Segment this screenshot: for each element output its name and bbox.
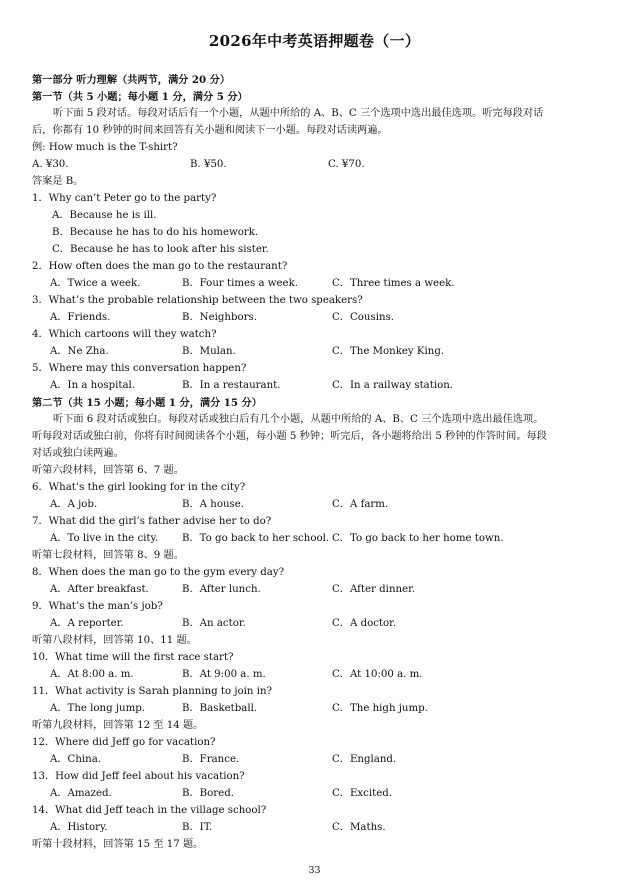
question-2: 2．How often does the man go to the restaurant? xyxy=(32,261,288,272)
q4-options xyxy=(32,344,602,360)
q11-option-a: A．The long jump. xyxy=(50,703,146,714)
q9-option-c: C．A doctor. xyxy=(332,618,397,629)
question-9: 9．What’s the man’s job? xyxy=(32,601,163,612)
question-5: 5．Where may this conversation happen? xyxy=(32,363,247,374)
material-6-note: 听第六段材料，回答第 6、7 题。 xyxy=(32,465,184,476)
q2-option-a: A．Twice a week. xyxy=(50,278,141,289)
q5-option-c: C．In a railway station. xyxy=(332,380,454,391)
q6-options xyxy=(32,497,602,513)
page-number: 33 xyxy=(308,865,321,876)
q3-option-c: C．Cousins. xyxy=(332,312,394,323)
q14-option-a: A．History. xyxy=(50,822,108,833)
q4-option-a: A．Ne Zha. xyxy=(50,346,109,357)
q7-option-a: A．To live in the city. xyxy=(50,533,159,544)
q12-option-c: C．England. xyxy=(332,754,397,765)
material-7-note: 听第七段材料，回答第 8、9 题。 xyxy=(32,550,184,561)
question-7: 7．What did the girl’s father advise her to do? xyxy=(32,516,272,527)
q13-option-b: B．Bored. xyxy=(182,788,234,799)
q14-options xyxy=(32,820,602,836)
q8-options xyxy=(32,582,602,598)
q12-option-b: B．France. xyxy=(182,754,240,765)
exam-title: 2026年中考英语押题卷（一） xyxy=(208,32,421,50)
question-6: 6．What’s the girl looking for in the city? xyxy=(32,482,246,493)
q3-options xyxy=(32,310,602,326)
q9-option-b: B．An actor. xyxy=(182,618,246,629)
q7-options xyxy=(32,531,602,547)
q1-option-a: A．Because he is ill. xyxy=(52,210,157,221)
q3-option-b: B．Neighbors. xyxy=(182,312,257,323)
q8-option-a: A．After breakfast. xyxy=(50,584,149,595)
q9-options xyxy=(32,616,602,632)
q2-option-b: B．Four times a week. xyxy=(182,278,298,289)
section2-instruction-line-1: 听下面 6 段对话或独白。每段对话或独白后有几个小题，从题中所给的 A、B、C 三个选项中选出最佳选项。 xyxy=(53,414,544,425)
section1-instruction-line-1: 听下面 5 段对话。每段对话后有一个小题，从题中所给的 A、B、C 三个选项中选出最佳选项。听完每段对话 xyxy=(53,108,544,119)
material-8-note: 听第八段材料，回答第 10、11 题。 xyxy=(32,635,197,646)
section1-heading: 第一节（共 5 小题；每小题 1 分，满分 5 分） xyxy=(32,91,248,103)
question-8: 8．When does the man go to the gym every day? xyxy=(32,567,285,578)
q7-option-c: C．To go back to her home town. xyxy=(332,533,504,544)
question-13: 13．How did Jeff feel about his vacation? xyxy=(32,771,245,782)
part1-heading: 第一部分 听力理解（共两节，满分 20 分） xyxy=(32,74,231,86)
q8-option-b: B．After lunch. xyxy=(182,584,261,595)
question-1: 1．Why can’t Peter go to the party? xyxy=(32,193,217,204)
q11-options xyxy=(32,701,602,717)
q7-option-b: B．To go back to her school. xyxy=(182,533,330,544)
question-14: 14．What did Jeff teach in the village school? xyxy=(32,805,267,816)
material-10-note: 听第十段材料，回答第 15 至 17 题。 xyxy=(32,839,204,850)
q8-option-c: C．After dinner. xyxy=(332,584,416,595)
example-question: 例: How much is the T-shirt? xyxy=(32,142,178,153)
q10-option-a: A．At 8:00 a. m. xyxy=(50,669,134,680)
q6-option-a: A．A job. xyxy=(50,499,98,510)
material-9-note: 听第九段材料，回答第 12 至 14 题。 xyxy=(32,720,204,731)
q6-option-b: B．A house. xyxy=(182,499,245,510)
example-answer: 答案是 B。 xyxy=(32,176,84,187)
q13-option-a: A．Amazed. xyxy=(50,788,112,799)
example-option-b: B. ¥50. xyxy=(190,159,227,170)
q12-option-a: A．China. xyxy=(50,754,102,765)
q5-option-b: B．In a restaurant. xyxy=(182,380,281,391)
question-4: 4．Which cartoons will they watch? xyxy=(32,329,217,340)
q10-options xyxy=(32,667,602,683)
section1-instruction-line-2: 后，你都有 10 秒钟的时间来回答有关小题和阅读下一小题。每段对话读两遍。 xyxy=(32,125,388,136)
q13-option-c: C．Excited. xyxy=(332,788,393,799)
section2-heading: 第二节（共 15 小题；每小题 1 分，满分 15 分） xyxy=(32,397,262,409)
q4-option-c: C．The Monkey King. xyxy=(332,346,445,357)
q10-option-b: B．At 9:00 a. m. xyxy=(182,669,266,680)
q2-options xyxy=(32,276,602,292)
q10-option-c: C．At 10:00 a. m. xyxy=(332,669,423,680)
q14-option-c: C．Maths. xyxy=(332,822,386,833)
section2-instruction-line-2: 听每段对话或独白前，你将有时间阅读各个小题，每小题 5 秒钟；听完后，各小题将给出 5 秒钟的作答时间。每段 xyxy=(32,431,547,442)
q11-option-b: B．Basketball. xyxy=(182,703,258,714)
q12-options xyxy=(32,752,602,768)
question-3: 3．What’s the probable relationship between the two speakers? xyxy=(32,295,363,306)
q1-option-b: B．Because he has to do his homework. xyxy=(52,227,259,238)
q6-option-c: C．A farm. xyxy=(332,499,389,510)
example-option-a: A. ¥30. xyxy=(32,159,69,170)
q9-option-a: A．A reporter. xyxy=(50,618,124,629)
example-options xyxy=(32,157,602,173)
q3-option-a: A．Friends. xyxy=(50,312,111,323)
question-10: 10．What time will the first race start? xyxy=(32,652,234,663)
q5-options xyxy=(32,378,602,394)
q13-options xyxy=(32,786,602,802)
question-11: 11．What activity is Sarah planning to join in? xyxy=(32,686,272,697)
q4-option-b: B．Mulan. xyxy=(182,346,236,357)
q1-option-c: C．Because he has to look after his sister. xyxy=(52,244,269,255)
question-12: 12．Where did Jeff go for vacation? xyxy=(32,737,216,748)
q11-option-c: C．The high jump. xyxy=(332,703,428,714)
q2-option-c: C．Three times a week. xyxy=(332,278,455,289)
q5-option-a: A．In a hospital. xyxy=(50,380,136,391)
q14-option-b: B．IT. xyxy=(182,822,213,833)
section2-instruction-line-3: 对话或独白读两遍。 xyxy=(32,448,124,459)
example-option-c: C. ¥70. xyxy=(328,159,365,170)
